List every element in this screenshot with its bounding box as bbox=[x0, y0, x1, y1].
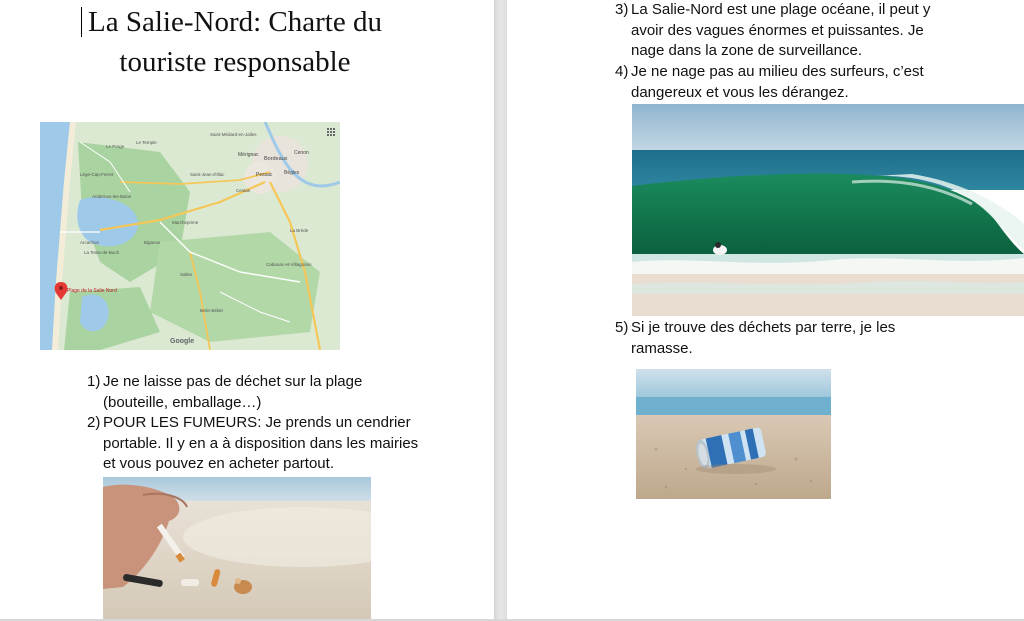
map-label-arcachon: Arcachon bbox=[80, 240, 100, 245]
list-item-text-line: La Salie-Nord est une plage océane, il peut y bbox=[631, 1, 931, 18]
list-item-number: 1) bbox=[87, 373, 101, 390]
can-on-beach-photo bbox=[636, 369, 831, 499]
map-label-saint-jean-illac: Saint-Jean-d'Illac bbox=[190, 172, 225, 177]
map-place-label: Plage de la Salie Nord bbox=[67, 288, 117, 294]
list-item-1 bbox=[87, 372, 487, 413]
map-label-salles: Salles bbox=[180, 272, 193, 277]
map-label-saint-medard: Saint-Médard-en-Jalles bbox=[210, 132, 257, 137]
map-label-merignac: Mérignac bbox=[238, 152, 259, 158]
map-image bbox=[40, 122, 340, 350]
title-line-2: touriste responsable bbox=[119, 46, 351, 78]
list-item-text-line: avoir des vagues énormes et puissantes. Je bbox=[631, 21, 924, 39]
cigarette-butts-photo bbox=[103, 477, 371, 619]
document-page-left bbox=[0, 0, 494, 619]
map-label-lege: Lège-Cap-Ferret bbox=[80, 172, 114, 177]
list-item-5 bbox=[615, 318, 1015, 359]
list-item-4 bbox=[615, 62, 1015, 103]
list-item-text-line: et vous pouvez en acheter partout. bbox=[103, 455, 334, 472]
list-item-number: 4) bbox=[615, 63, 629, 80]
map-label-le-porge: Le Porge bbox=[106, 144, 125, 149]
list-item-text-line: Je ne laisse pas de déchet sur la plage bbox=[103, 373, 363, 390]
list-item-text-line: Je ne nage pas au milieu des surfeurs, c’est bbox=[631, 63, 924, 80]
list-item-text-line: nage dans la zone de surveillance. bbox=[631, 42, 862, 59]
list-item-text-line: dangereux et vous les dérangez. bbox=[631, 83, 849, 101]
list-item-text-line: portable. Il y en a à disposition dans les mairies bbox=[103, 434, 419, 452]
list-item-number: 5) bbox=[615, 319, 629, 336]
list-item-text-line: (bouteille, emballage…) bbox=[103, 393, 262, 411]
wave-surfer-photo bbox=[632, 104, 1024, 316]
title-line-1: La Salie-Nord: Charte du bbox=[88, 6, 382, 38]
list-item-number: 2) bbox=[87, 414, 101, 431]
map-label-belin: Belin-Béliet bbox=[200, 308, 223, 313]
list-item-3 bbox=[615, 0, 1015, 62]
text-cursor bbox=[81, 7, 82, 37]
map-label-biganos: Biganos bbox=[144, 240, 161, 245]
map-label-la-brede: La Brède bbox=[290, 228, 309, 233]
list-item-2 bbox=[87, 413, 487, 475]
map-label-begles: Bègles bbox=[284, 170, 300, 176]
page-gutter bbox=[494, 0, 507, 621]
map-label-andernos: Andernos-les-Bains bbox=[92, 194, 132, 199]
map-label-pessac: Pessac bbox=[256, 172, 273, 178]
map-label-cenon: Cenon bbox=[294, 150, 309, 156]
map-label-la-teste: La Teste-de-Buch bbox=[84, 250, 120, 255]
map-label-bordeaux: Bordeaux bbox=[264, 156, 288, 162]
map-label-le-temple: Le Temple bbox=[136, 140, 157, 145]
map-label-cestas: Cestas bbox=[236, 188, 251, 193]
map-label-cabanac: Cabanac-et-Villagrains bbox=[266, 262, 312, 267]
map-google-logo: Google bbox=[170, 338, 195, 345]
list-item-text-line: POUR LES FUMEURS: Je prends un cendrier bbox=[103, 414, 411, 431]
map-label-marcheprime: Marcheprime bbox=[172, 220, 199, 225]
list-item-text-line: Si je trouve des déchets par terre, je les bbox=[631, 319, 896, 336]
document-title bbox=[60, 2, 410, 82]
list-item-number: 3) bbox=[615, 1, 629, 18]
list-item-text-line: ramasse. bbox=[631, 339, 693, 357]
